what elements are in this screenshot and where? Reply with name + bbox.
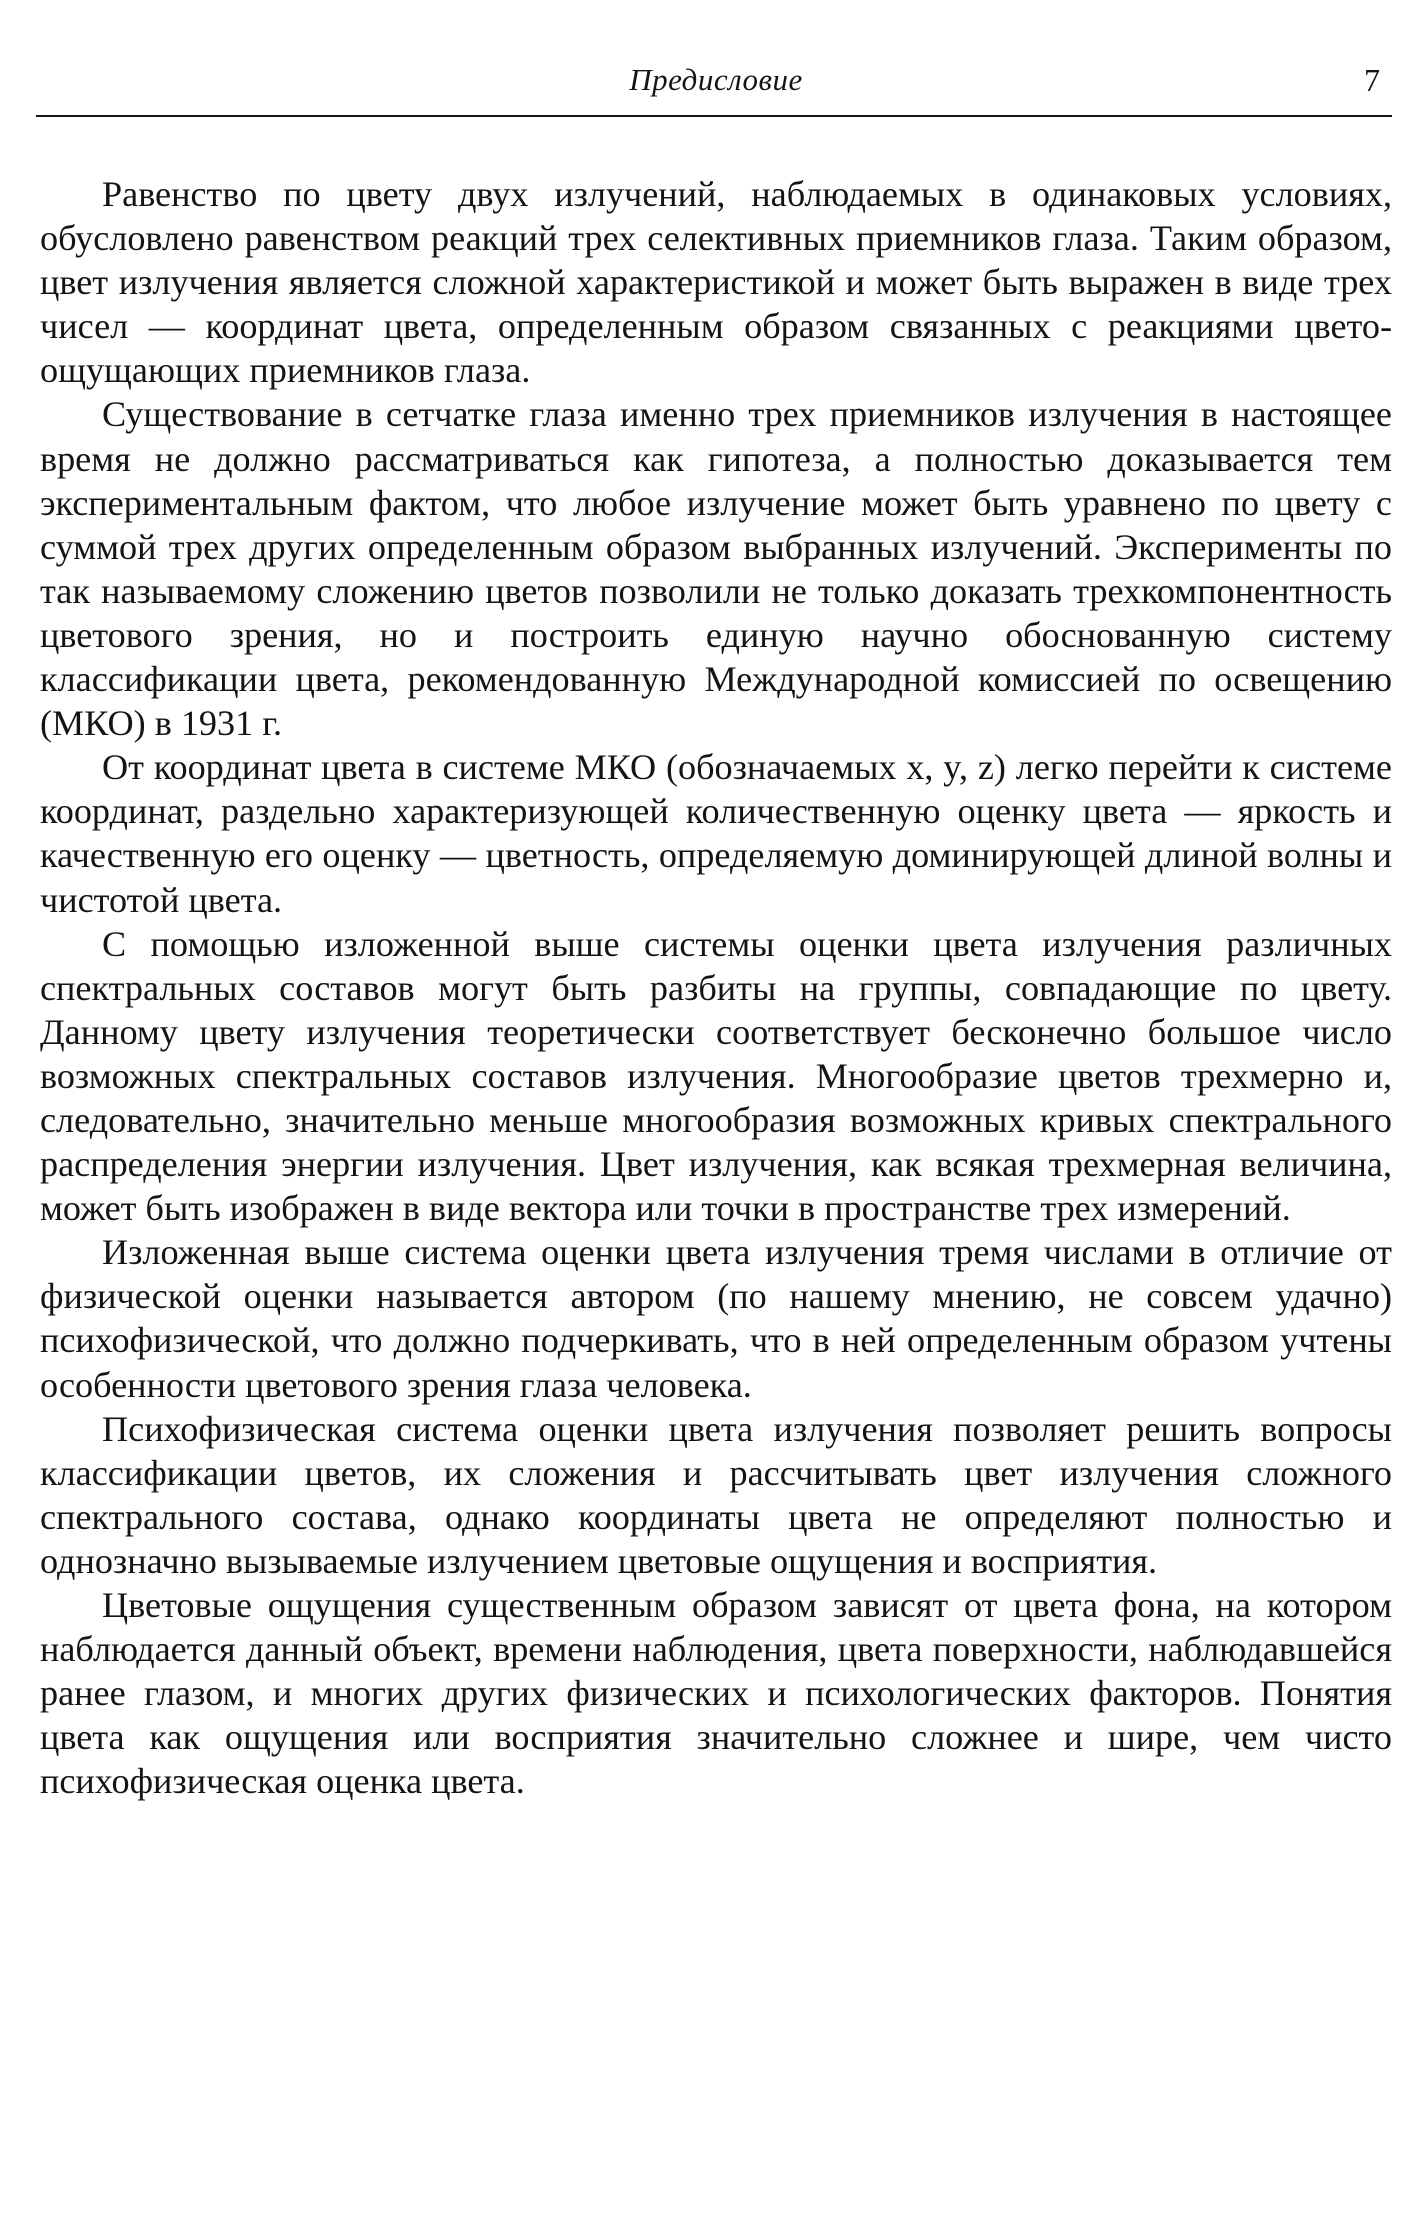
paragraph: Цветовые ощущения существенным образом зависят от цвета фона, на котором наблюдается данный объект, времени наблюдения, цвета поверхности, наблюдавшейся ранее глазом, и многих других физических и психологических факторов. Понятия цвета как ощущения или восприятия значительно сложнее и шире, чем чисто психофизическая оценка цвета. [40,1585,1392,1802]
paragraph: Изложенная выше система оценки цвета излучения тремя числами в отличие от физической оценки называется автором (по нашему мнению, не совсем удачно) психофизической, что должно подчеркивать, что в ней определенным образом учтены особенности цветового зрения глаза человека. [40,1232,1392,1405]
body-text [40,172,1392,1803]
page-number: 7 [1364,62,1380,98]
paragraph: Существование в сетчатке глаза именно трех приемников излучения в настоящее время не должно рассматриваться как гипотеза, а полностью доказывается тем экспериментальным фактом, что любое излучение может быть уравнено по цвету с суммой трех других определенным образом выбранных излучений. Эксперименты по так называемому сложению цветов позволили не только доказать трехкомпонентность цветового зрения, но и построить единую научно обоснованную систему классификации цвета, рекомендованную Международной комиссией по освещению (МКО) в 1931 г. [40,394,1392,744]
paragraph: С помощью изложенной выше системы оценки цвета излучения различных спектральных составов могут быть разбиты на группы, совпадающие по цвету. Данному цвету излучения теоретически соответствует бесконечно большое число возможных спектральных составов излучения. Многообразие цветов трехмерно и, следовательно, значительно меньше многообразия возможных кривых спектрального распределения энергии излучения. Цвет излучения, как всякая трехмерная величина, может быть изображен в виде вектора или точки в пространстве трех измерений. [40,923,1392,1229]
running-head [40,62,1392,112]
paragraph: От координат цвета в системе МКО (обозначаемых x, y, z) легко перейти к системе координат, раздельно характеризующей количественную оценку цвета — яркость и качественную его оценку — цветность, определяемую доминирующей длиной волны и чистотой цвета. [40,747,1392,920]
paragraph: Равенство по цвету двух излучений, наблюдаемых в одинаковых условиях, обусловлено равенством реакций трех селективных приемников глаза. Таким образом, цвет излучения является сложной характеристикой и может быть выражен в виде трех чисел — координат цвета, определенным образом связанных с реакциями цветоощущающих приемников глаза. [40,174,1392,391]
running-title: Предисловие [629,62,803,97]
header-rule [36,115,1392,117]
paragraph: Психофизическая система оценки цвета излучения позволяет решить вопросы классификации цветов, их сложения и рассчитывать цвет излучения сложного спектрального состава, однако координаты цвета не определяют полностью и однозначно вызываемые излучением цветовые ощущения и восприятия. [40,1408,1392,1581]
